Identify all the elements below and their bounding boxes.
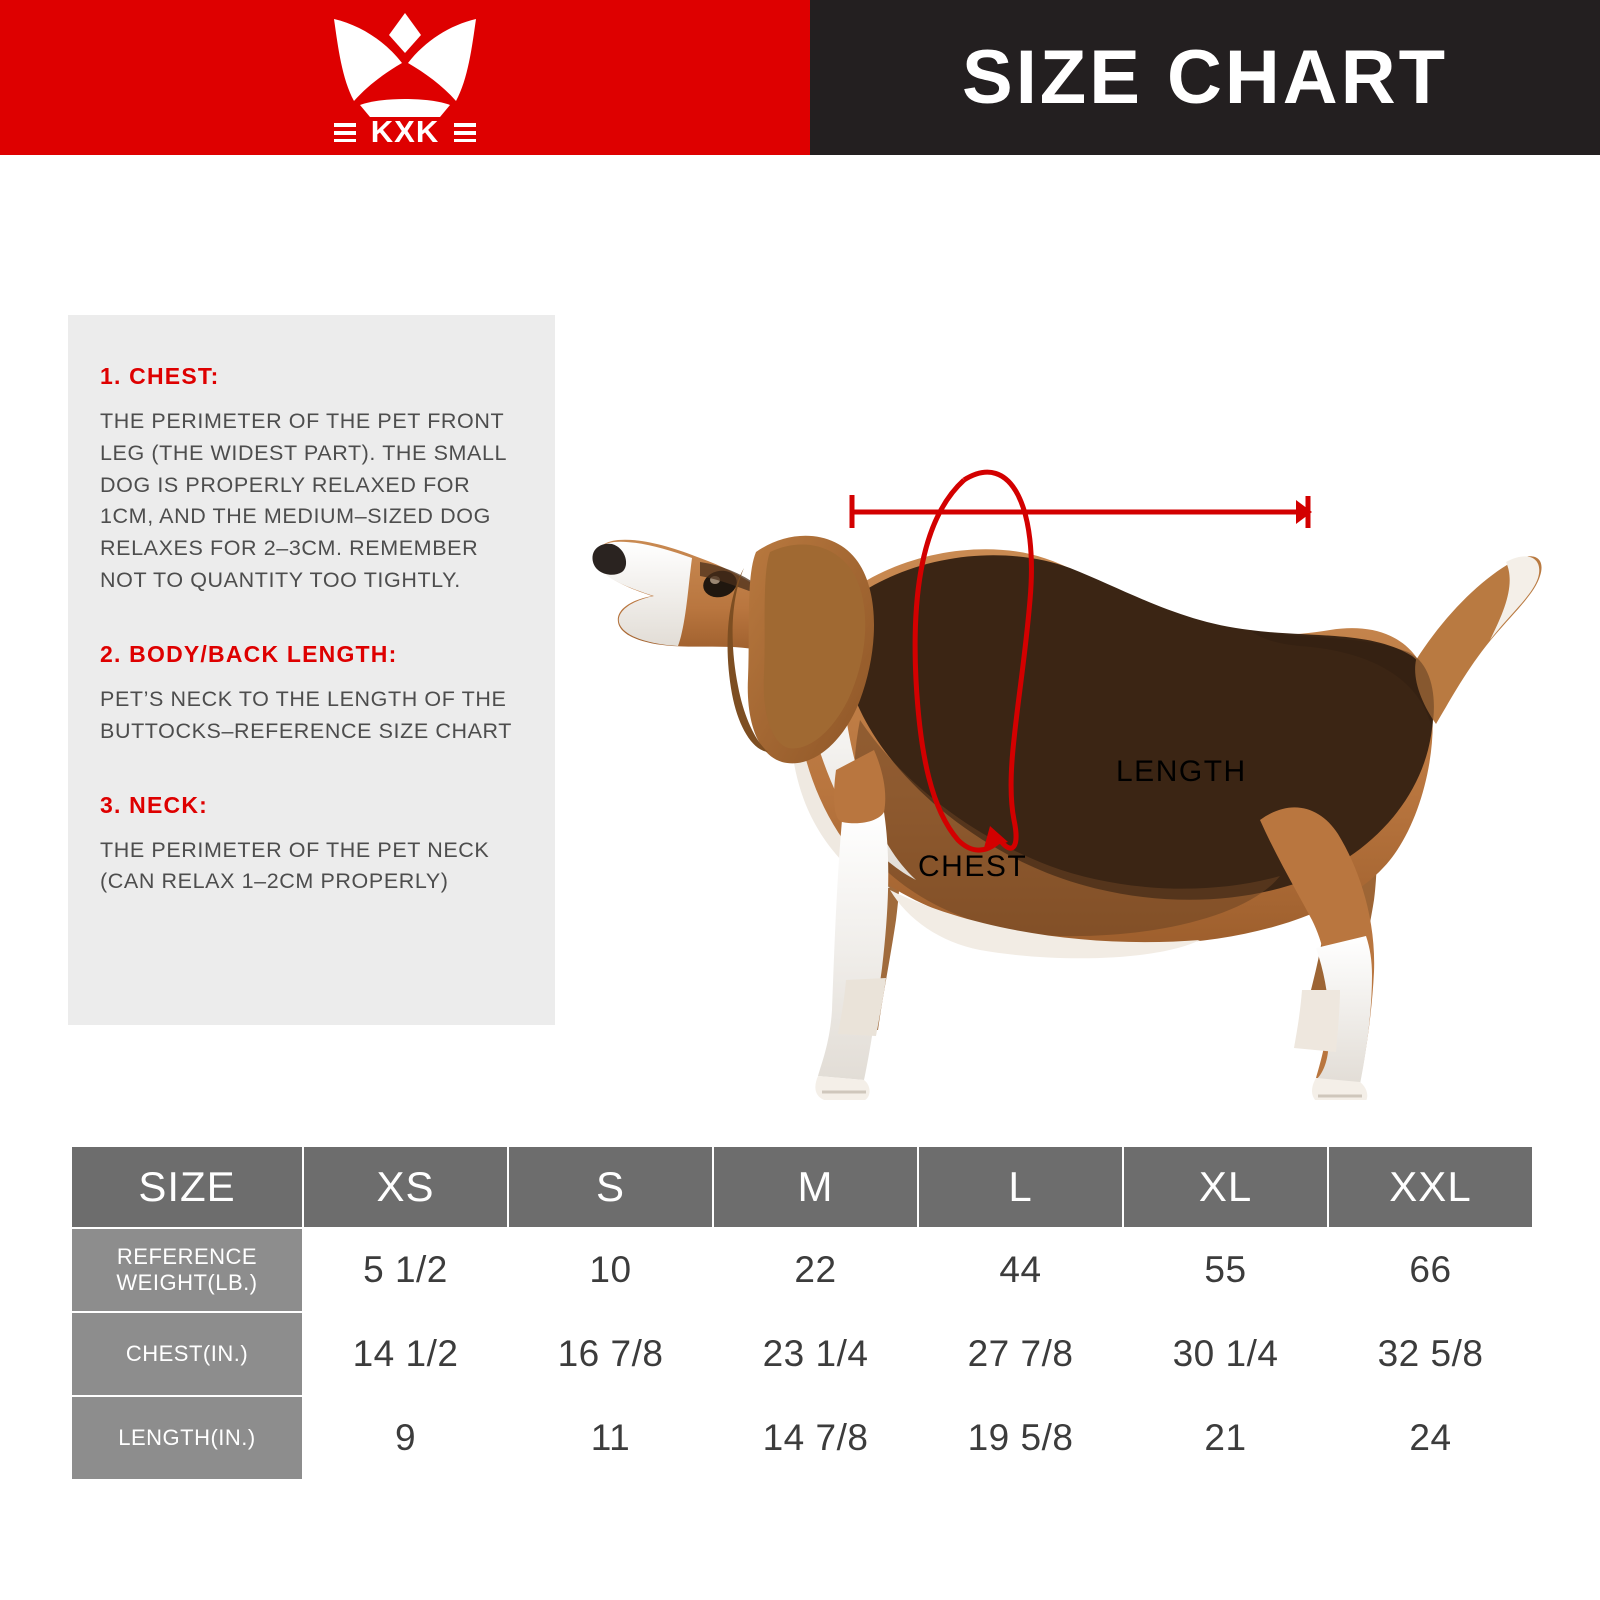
column-header-xl: XL [1123, 1146, 1328, 1228]
column-header-xxl: XXL [1328, 1146, 1533, 1228]
cell-length-m: 14 7/8 [713, 1396, 918, 1480]
instruction-text: THE PERIMETER OF THE PET FRONT LEG (THE WIDEST PART). THE SMALL DOG IS PROPERLY RELAXED FOR 1CM, AND THE MEDIUM–SIZED DOG RELAXES FOR 2–3CM. REMEMBER NOT TO QUANTITY TOO TIGHTLY. [100, 409, 507, 593]
instruction-block-neck [100, 792, 515, 899]
cell-length-l: 19 5/8 [918, 1396, 1123, 1480]
cell-length-s: 11 [508, 1396, 713, 1480]
table-header-row [71, 1146, 1533, 1228]
title-banner [810, 0, 1600, 155]
page-header [0, 0, 1600, 155]
cell-weight-xxl: 66 [1328, 1228, 1533, 1312]
column-header-s: S [508, 1146, 713, 1228]
cell-weight-l: 44 [918, 1228, 1123, 1312]
dog-measurement-diagram [560, 300, 1570, 1100]
cell-chest-s: 16 7/8 [508, 1312, 713, 1396]
brand-wordmark: KXK [370, 113, 440, 143]
instruction-text: PET’S NECK TO THE LENGTH OF THE BUTTOCKS–REFERENCE SIZE CHART [100, 686, 513, 743]
cell-weight-m: 22 [713, 1228, 918, 1312]
instruction-text: THE PERIMETER OF THE PET NECK (CAN RELAX 1–2CM PROPERLY) [100, 837, 490, 894]
column-header-xs: XS [303, 1146, 508, 1228]
instruction-block-length [100, 641, 515, 748]
row-header-chest: CHEST(IN.) [71, 1312, 303, 1396]
cell-weight-xl: 55 [1123, 1228, 1328, 1312]
kxk-brand-logo-icon [290, 13, 520, 143]
page-title: SIZE CHART [962, 34, 1448, 120]
cell-chest-l: 27 7/8 [918, 1312, 1123, 1396]
cell-length-xxl: 24 [1328, 1396, 1533, 1480]
cell-chest-xxl: 32 5/8 [1328, 1312, 1533, 1396]
logo-svg [290, 13, 520, 143]
instruction-block-chest [100, 363, 515, 597]
measuring-instructions-panel [68, 315, 555, 1025]
cell-weight-s: 10 [508, 1228, 713, 1312]
cell-chest-xl: 30 1/4 [1123, 1312, 1328, 1396]
brand-banner [0, 0, 810, 155]
table-row [71, 1312, 1533, 1396]
cell-weight-xs: 5 1/2 [303, 1228, 508, 1312]
column-header-m: M [713, 1146, 918, 1228]
row-header-length: LENGTH(IN.) [71, 1396, 303, 1480]
row-header-line1: REFERENCE [116, 1243, 258, 1269]
size-table-body [71, 1228, 1533, 1480]
size-table [70, 1145, 1534, 1481]
instruction-heading: 2. BODY/BACK LENGTH: [100, 640, 398, 667]
column-header-l: L [918, 1146, 1123, 1228]
cell-length-xl: 21 [1123, 1396, 1328, 1480]
row-header-line2: WEIGHT(LB.) [116, 1270, 258, 1295]
size-table-wrapper [70, 1145, 1532, 1481]
size-table-head [71, 1146, 1533, 1228]
cell-length-xs: 9 [303, 1396, 508, 1480]
length-measurement-label: LENGTH [1116, 755, 1247, 788]
instruction-heading: 3. NECK: [100, 791, 209, 818]
cell-chest-xs: 14 1/2 [303, 1312, 508, 1396]
chest-measurement-label: CHEST [918, 850, 1028, 883]
cell-chest-m: 23 1/4 [713, 1312, 918, 1396]
measurement-arrows-overlay [560, 300, 1570, 1100]
table-row [71, 1228, 1533, 1312]
instruction-heading: 1. CHEST: [100, 363, 220, 389]
table-row [71, 1396, 1533, 1480]
column-header-size: SIZE [71, 1146, 303, 1228]
row-header-reference-weight [71, 1228, 303, 1312]
